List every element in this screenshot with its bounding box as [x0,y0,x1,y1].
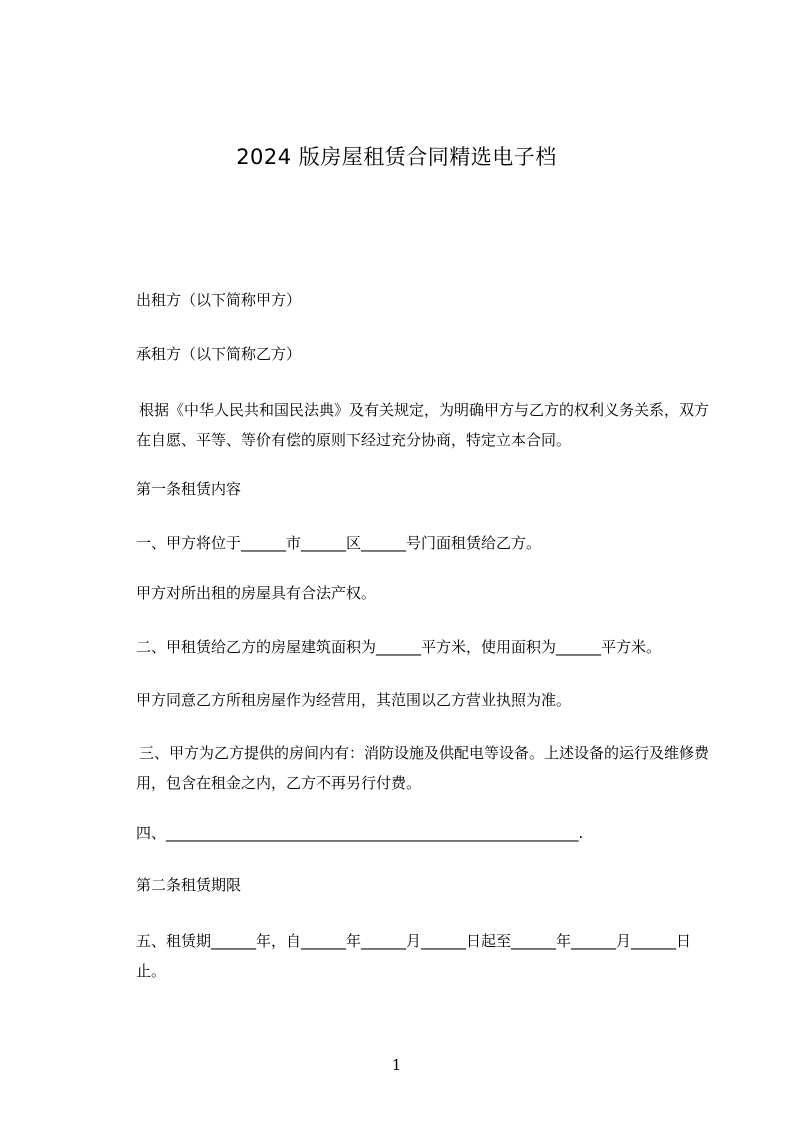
preamble-paragraph: 根据《中华人民共和国民法典》及有关规定，为明确甲方与乙方的权利义务关系，双方在自愿、平等、等价有偿的原则下经过充分协商，特定立本合同。 [136,401,710,449]
lessor-line: 出租方（以下简称甲方） [136,291,302,309]
item2-paragraph: 二、甲租赁给乙方的房屋建筑面积为______平方米，使用面积为______平方米。 [136,638,662,656]
item5-paragraph: 五、租赁期______年，自______年______月______日起至______年______月______日止。 [136,932,692,980]
item2-note: 甲方同意乙方所租房屋作为经营用，其范围以乙方营业执照为准。 [136,691,572,709]
item3-paragraph: 三、甲方为乙方提供的房间内有：消防设施及供配电等设备。上述设备的运行及维修费用，包含在租金之内，乙方不再另行付费。 [136,744,710,792]
item1-note: 甲方对所出租的房屋具有合法产权。 [136,584,377,602]
document-title: 2024 版房屋租赁合同精选电子档 [236,145,557,169]
item1-paragraph: 一、甲方将位于______市______区______号门面租赁给乙方。 [136,534,542,552]
lessee-line: 承租方（以下简称乙方） [136,345,302,363]
article2-heading: 第二条租赁期限 [136,876,242,894]
item4-paragraph: 四、_______________________________________________________. [136,824,584,842]
page-number: 1 [391,1056,402,1074]
article1-heading: 第一条租赁内容 [136,480,242,498]
